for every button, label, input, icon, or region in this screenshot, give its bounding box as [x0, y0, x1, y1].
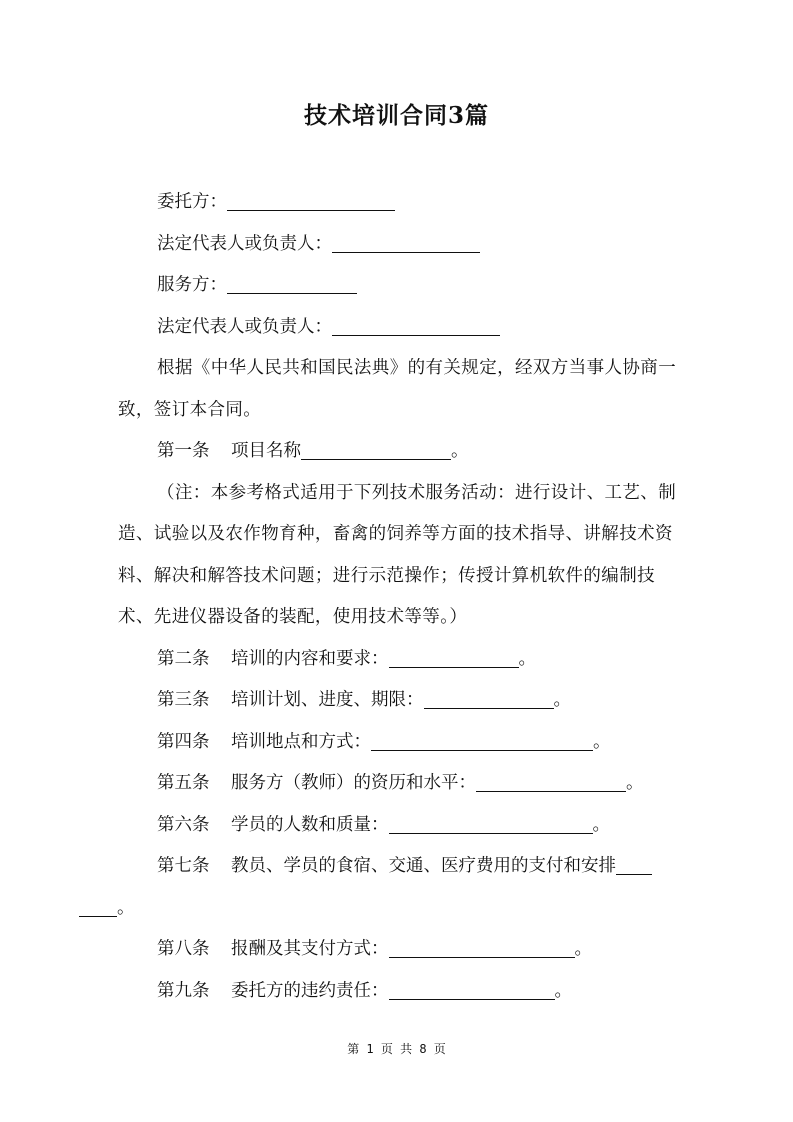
article-end: 。: [117, 897, 135, 918]
article-blank: [371, 731, 593, 750]
article-end: 。: [451, 441, 469, 461]
article-blank: [424, 690, 554, 709]
article-text: 培训的内容和要求：: [231, 648, 389, 669]
article-end: 。: [518, 648, 536, 669]
article-text: 学员的人数和质量：: [231, 814, 389, 835]
article-2: [118, 639, 678, 681]
article-text: 培训地点和方式：: [231, 731, 371, 752]
client-blank: [227, 192, 395, 211]
article-7: [118, 846, 678, 929]
article-number: 第二条: [157, 648, 210, 669]
document-title: 技术培训合同3篇: [303, 102, 489, 129]
article-text: 报酬及其支付方式：: [231, 939, 389, 959]
article-6: [118, 805, 678, 847]
article-8: [118, 929, 678, 971]
article-number: 第三条: [157, 690, 210, 710]
article-blank: [389, 980, 555, 999]
article-4: [118, 722, 678, 764]
article-number: 第一条: [157, 441, 210, 461]
article-end: 。: [553, 690, 571, 710]
provider-blank: [227, 275, 357, 294]
article-blank: [389, 939, 575, 958]
article-1: [118, 431, 678, 473]
article-9: [118, 971, 678, 1013]
note-paragraph: （注：本参考格式适用于下列技术服务活动：进行设计、工艺、制造、试验以及农作物育种，畜禽的饲养等方面的技术指导、讲解技术资料、解决和解答技术问题；进行示范操作；传授计算机软件的编制技术、先进仪器设备的装配，使用技术等等。）: [118, 482, 677, 627]
article-blank: [476, 773, 626, 792]
article-blank: [389, 648, 519, 667]
provider-line: [118, 265, 678, 307]
article-number: 第九条: [157, 980, 210, 1001]
article-text: 项目名称: [231, 441, 301, 461]
article-number: 第五条: [157, 773, 210, 793]
article-text: 教员、学员的食宿、交通、医疗费用的支付和安排: [231, 856, 616, 876]
page-number: 第 1 页 共 8 页: [347, 1042, 446, 1056]
client-rep-line: [118, 224, 678, 266]
article-blank: [301, 441, 451, 460]
provider-rep-line: [118, 307, 678, 349]
article-end: 。: [554, 980, 572, 1001]
article-3: [118, 680, 678, 722]
provider-label: 服务方：: [157, 275, 227, 295]
article-blank: [389, 814, 593, 833]
article-number: 第七条: [157, 856, 210, 876]
client-label: 委托方：: [157, 192, 227, 212]
article-number: 第六条: [157, 814, 210, 835]
provider-rep-label: 法定代表人或负责人：: [157, 316, 332, 337]
article-blank-continued: [79, 897, 117, 916]
article-number: 第八条: [157, 939, 210, 959]
article-blank: [616, 856, 652, 875]
article-text: 委托方的违约责任：: [231, 980, 389, 1001]
article-end: 。: [592, 814, 610, 835]
client-rep-label: 法定代表人或负责人：: [157, 233, 332, 254]
article-end: 。: [626, 773, 644, 793]
article-end: 。: [593, 731, 611, 752]
article-text: 培训计划、进度、期限：: [231, 690, 424, 710]
client-rep-blank: [332, 233, 480, 252]
client-line: [118, 182, 678, 224]
preamble: 根据《中华人民共和国民法典》的有关规定，经双方当事人协商一致，签订本合同。: [118, 358, 677, 420]
article-end: 。: [574, 939, 592, 959]
article-text: 服务方（教师）的资历和水平：: [231, 773, 476, 793]
provider-rep-blank: [332, 316, 500, 335]
article-5: [118, 763, 678, 805]
article-number: 第四条: [157, 731, 210, 752]
document-body: [118, 182, 678, 1012]
